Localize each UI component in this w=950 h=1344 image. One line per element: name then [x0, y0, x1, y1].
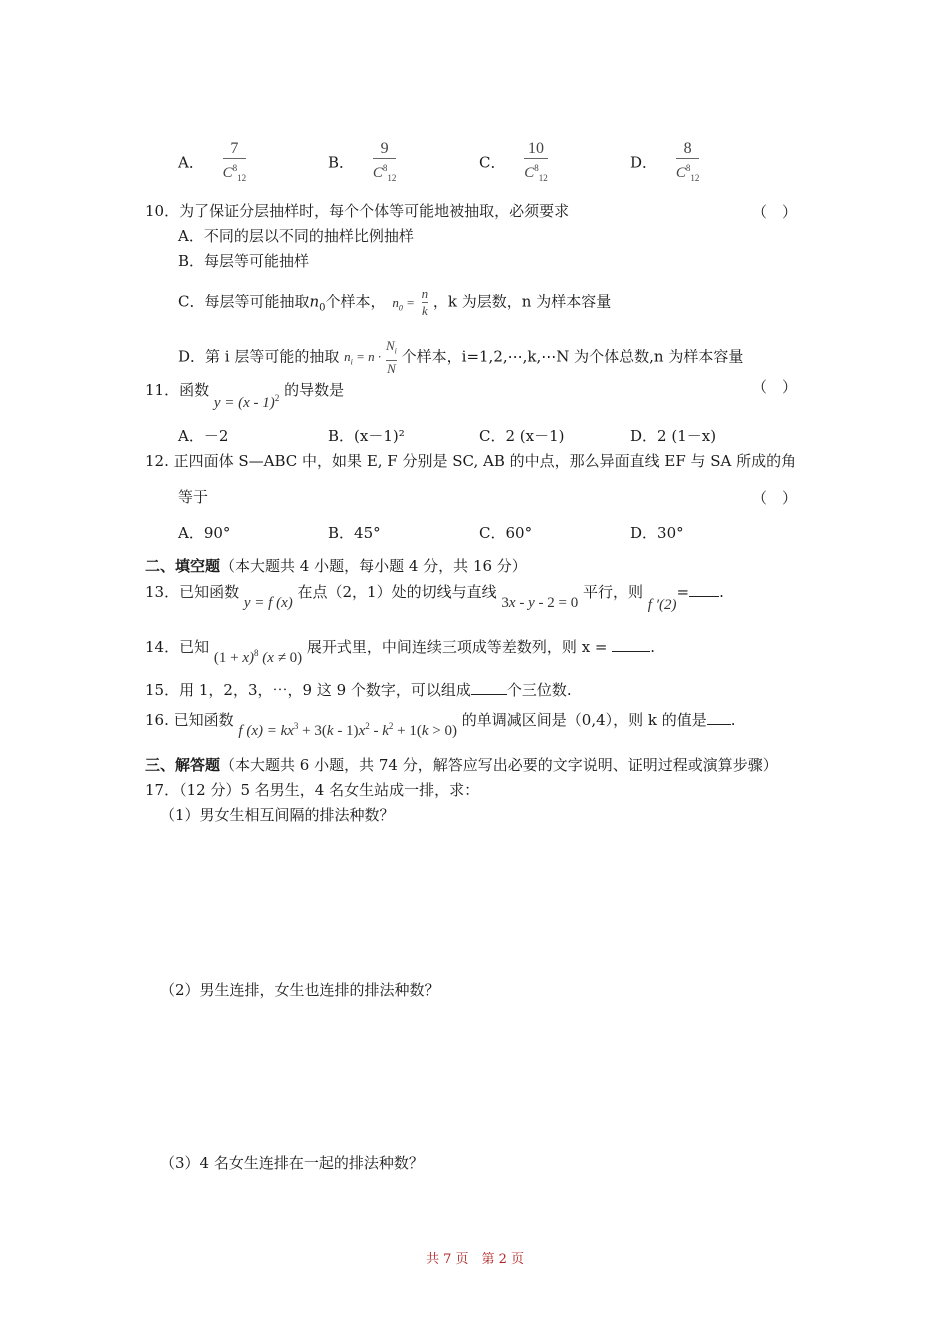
- q11-answer-bracket: （ ）: [752, 378, 798, 396]
- option-label: D．: [630, 153, 658, 172]
- q11-option-c: C．2 (x－1): [479, 427, 565, 445]
- q-text: 13．已知函数: [145, 583, 240, 601]
- formula-fx-cubic: f $(x) = kx^3 + 3(k - 1)x^2 - k^2 + 1(k > 0)$: [238, 721, 458, 739]
- option-text: ，k 为层数，n 为样本容量: [432, 292, 612, 311]
- option-label: C．: [479, 153, 506, 172]
- q10-answer-bracket: （ ）: [752, 203, 798, 221]
- q10-option-a: A．不同的层以不同的抽样比例抽样: [178, 227, 414, 245]
- q17-part-2: （2）男生连排，女生也连排的排法种数？: [160, 981, 440, 999]
- q-text: 平行，则: [582, 583, 643, 601]
- fraction-denominator: $C^8_{12}$: [524, 163, 548, 183]
- fraction: [373, 140, 397, 187]
- option-text: 个样本，: [325, 292, 386, 311]
- q14: 14．已知 $(1 + x)^8$ (x ≠ 0) 展开式里，中间连续三项成等差数列，则 x = .: [145, 638, 656, 666]
- formula-y-eq: y = (x - 1)$^2$: [213, 393, 280, 411]
- answer-blank[interactable]: [612, 637, 650, 652]
- q11-stem: [145, 376, 345, 411]
- formula-y-fx: y = f (x): [243, 595, 293, 611]
- q-text: 16. 已知函数: [145, 711, 234, 729]
- q10-option-b: B．每层等可能抽样: [178, 252, 310, 270]
- q12-option-a: A．90°: [178, 524, 231, 542]
- q12-option-d: D．30°: [630, 524, 684, 542]
- q11-option-b: B．(x－1)²: [328, 427, 405, 445]
- q9-option-a: [178, 140, 246, 187]
- q11-option-d: D．2 (1－x): [630, 427, 717, 445]
- fraction-denominator: $C^8_{12}$: [675, 163, 700, 183]
- option-text: C．每层等可能抽取: [178, 292, 310, 311]
- fraction: [223, 140, 247, 187]
- stem-text: 的导数是: [284, 381, 345, 399]
- option-text: D．第 i 层等可能的抽取: [178, 347, 340, 366]
- section-2-heading: [145, 556, 527, 576]
- q16: 16. 已知函数 f $(x) = kx^3 + 3(k - 1)x^2 - k^2 + 1(k > 0)$ 的单调减区间是（0,4），则 k 的值是 .: [145, 711, 736, 739]
- q-text: 个三位数.: [506, 681, 572, 699]
- formula-ni-eq: $n_i = n$ ·: [344, 349, 382, 367]
- q10-option-c: [178, 286, 611, 319]
- q9-option-c: [479, 140, 548, 187]
- formula-n-over-k: $\frac{n}{k}$: [421, 286, 429, 318]
- q-text: 展开式里，中间连续三项成等差数列，则 x =: [306, 638, 608, 656]
- answer-blank[interactable]: [689, 582, 719, 597]
- fraction-numerator: 10: [528, 140, 545, 157]
- section-3-heading: [145, 755, 778, 775]
- fraction-numerator: 8: [683, 140, 692, 157]
- formula-line: 3x - y - 2 = 0: [501, 595, 579, 611]
- section-title: 二、填空题: [145, 557, 221, 575]
- q12-answer-bracket: （ ）: [752, 489, 798, 507]
- q15: [145, 680, 572, 700]
- q9-option-d: [630, 140, 699, 187]
- q-text: 14．已知: [145, 638, 210, 656]
- q12-option-b: B．45°: [328, 524, 381, 542]
- answer-blank[interactable]: [471, 680, 507, 695]
- stem-text: 11．函数: [145, 381, 210, 399]
- math-sub: 0: [319, 302, 326, 314]
- q9-option-b: [328, 140, 396, 187]
- section-desc: （本大题共 6 小题，共 74 分，解答应写出必要的文字说明、证明过程或演算步骤）: [220, 756, 778, 774]
- q11-option-a: A．－2: [178, 427, 229, 445]
- q-text: 在点（2，1）处的切线与直线: [297, 583, 497, 601]
- math-var: n: [309, 292, 320, 311]
- section-title: 三、解答题: [145, 756, 221, 774]
- q17-part-3: （3）4 名女生连排在一起的排法种数？: [160, 1154, 424, 1172]
- fraction-numerator: 7: [230, 140, 239, 157]
- formula-n0-eq: $n_0$ =: [392, 294, 415, 313]
- q12-option-c: C．60°: [479, 524, 533, 542]
- page-footer: 共 7 页 第 2 页: [425, 1252, 525, 1267]
- q-text: 15．用 1，2，3，⋯，9 这 9 个数字，可以组成: [145, 681, 471, 699]
- q12-stem-cont: 等于: [178, 488, 209, 506]
- q17-part-1: （1）男女生相互间隔的排法种数？: [160, 806, 395, 824]
- option-text: 个样本，i=1,2,⋯,k,⋯N 为个体总数,n 为样本容量: [401, 347, 744, 366]
- fraction-denominator: $C^8_{12}$: [372, 163, 397, 183]
- answer-blank[interactable]: [707, 710, 731, 725]
- q17-stem: 17．（12 分）5 名男生，4 名女生站成一排，求：: [145, 781, 480, 799]
- fraction: [524, 140, 548, 187]
- formula-fprime-2: f ′(2): [647, 597, 677, 613]
- option-label: A．: [178, 153, 204, 172]
- q-text: =: [676, 583, 690, 601]
- fraction-numerator: 9: [380, 140, 389, 157]
- option-label: B．: [328, 153, 355, 172]
- fraction-denominator: $C^8_{12}$: [222, 163, 247, 183]
- q12-stem: 12. 正四面体 S—ABC 中，如果 E, F 分别是 SC, AB 的中点，那么异面直线 EF 与 SA 所成的角: [145, 452, 797, 470]
- fraction: [676, 140, 700, 187]
- formula-Ni-over-N: $\frac{N_i}{N}$: [385, 338, 397, 376]
- formula-binomial: $(1 + x)^8$ (x ≠ 0): [213, 648, 303, 666]
- q13: 13．已知函数 y = f (x) 在点（2，1）处的切线与直线 3x - y - 2 = 0 平行，则 f ′(2)= .: [145, 583, 724, 613]
- q-text: 的单调减区间是（0,4），则 k 的值是: [461, 711, 707, 729]
- section-desc: （本大题共 4 小题，每小题 4 分，共 16 分）: [220, 557, 527, 575]
- q10-option-d: [178, 338, 743, 377]
- q10-stem: 10．为了保证分层抽样时，每个个体等可能地被抽取，必须要求: [145, 202, 570, 220]
